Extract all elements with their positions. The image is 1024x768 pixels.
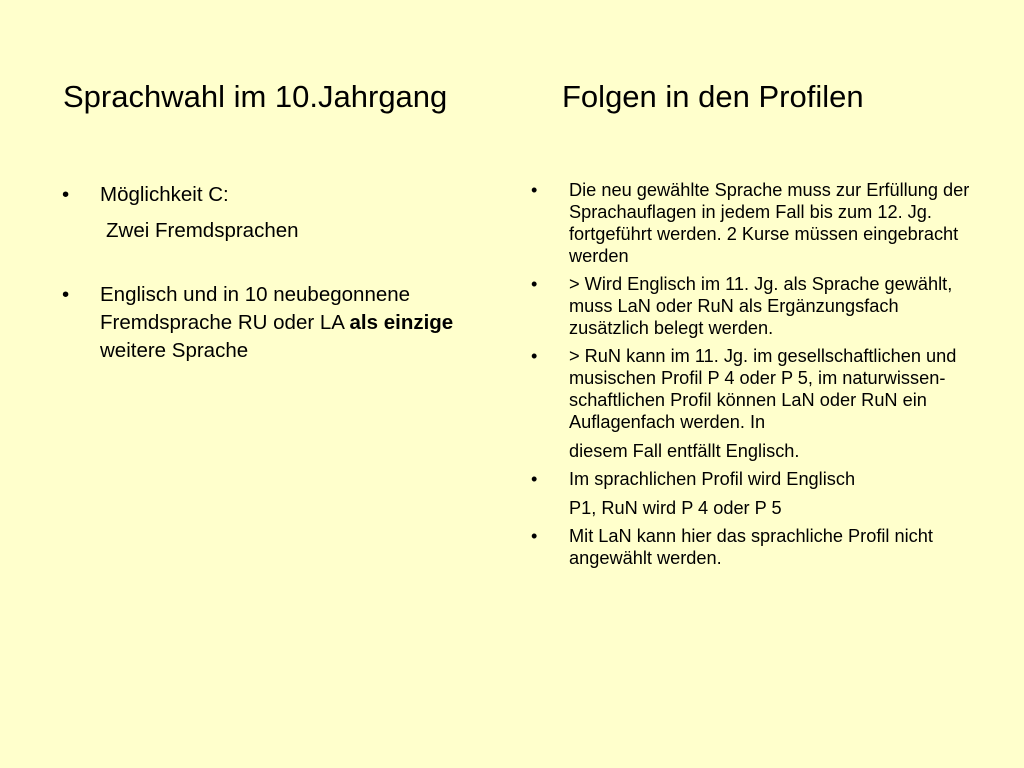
item-text: > Wird Englisch im 11. Jg. als Sprache gewählt, muss LaN oder RuN als Ergänzungsfach zusätzlich belegt werden. [569, 274, 953, 338]
bullet-row [62, 181, 502, 209]
item-text: Englisch und in 10 neubegonnene Fremdsprache RU oder LA [100, 283, 411, 334]
right-list-item [531, 179, 971, 267]
bullet-icon: • [531, 469, 538, 489]
item-text: > RuN kann im 11. Jg. im gesellschaftlichen und musischen Profil P 4 oder P 5, im naturwissen-schaftlichen Profil können LaN oder RuN ein Auflagenfach werden. In [569, 346, 957, 432]
bullet-icon: • [531, 274, 538, 294]
title-right: Folgen in den Profilen [562, 79, 864, 114]
right-list-item [531, 468, 971, 519]
bullet-icon: • [62, 183, 70, 206]
right-list-item [531, 345, 971, 462]
bullet-icon: • [62, 283, 70, 306]
left-list-item [62, 281, 502, 365]
bullet-row [62, 281, 502, 365]
bullet-icon: • [531, 346, 538, 366]
item-text-end: weitere Sprache [100, 339, 249, 362]
item-text: Mit LaN kann hier das sprachliche Profil nicht angewählt werden. [569, 526, 933, 568]
item-text-bold: als einzige [349, 311, 454, 334]
option-label: Möglichkeit C: [100, 183, 229, 206]
left-list-item [62, 181, 502, 245]
left-bullet-list [62, 181, 502, 365]
item-text: Im sprachlichen Profil wird Englisch [569, 469, 856, 489]
option-description: Zwei Fremdsprachen [106, 219, 299, 242]
bullet-icon: • [531, 526, 538, 546]
bullet-icon: • [531, 180, 538, 200]
right-bullet-list [531, 179, 971, 575]
title-left: Sprachwahl im 10.Jahrgang [63, 79, 448, 114]
item-text-continuation: P1, RuN wird P 4 oder P 5 [569, 498, 782, 518]
item-text: Die neu gewählte Sprache muss zur Erfüllung der Sprachauflagen in jedem Fall bis zum 12. Jg. fortgeführt werden. 2 Kurse müssen eingebracht werden [569, 180, 970, 266]
right-list-item [531, 273, 971, 339]
right-list-item [531, 525, 971, 569]
item-text-continuation: diesem Fall entfällt Englisch. [569, 441, 800, 461]
